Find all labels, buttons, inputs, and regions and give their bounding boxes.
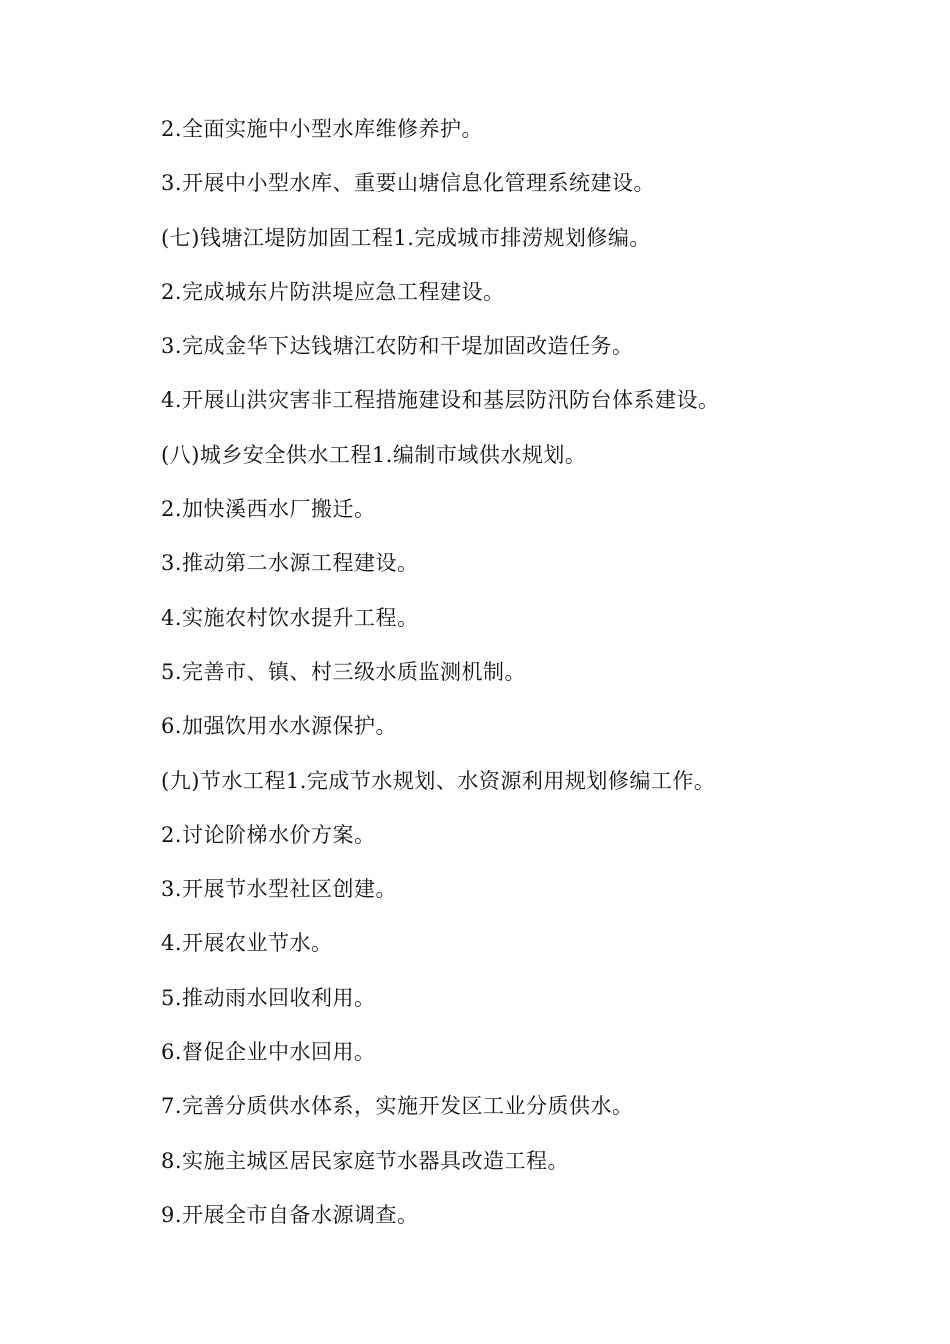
- text-line: 4.实施农村饮水提升工程。: [161, 605, 419, 630]
- text-line: 5.推动雨水回收利用。: [161, 985, 376, 1010]
- text-line: 3.开展中小型水库、重要山塘信息化管理系统建设。: [161, 171, 656, 196]
- text-line: 6.督促企业中水回用。: [161, 1040, 376, 1065]
- text-line: 2.完成城东片防洪堤应急工程建设。: [161, 279, 505, 304]
- text-line: 9.开展全市自备水源调查。: [161, 1202, 419, 1227]
- text-line: 4.开展山洪灾害非工程措施建设和基层防汛防台体系建设。: [161, 388, 720, 413]
- text-line: 5.完善市、镇、村三级水质监测机制。: [161, 659, 527, 684]
- text-line: 6.加强饮用水水源保护。: [161, 714, 398, 739]
- section-heading-line: (七)钱塘江堤防加固工程1.完成城市排涝规划修编。: [161, 225, 651, 250]
- document-body: [161, 113, 921, 1253]
- text-line: 8.实施主城区居民家庭节水器具改造工程。: [161, 1148, 570, 1173]
- text-line: 7.完善分质供水体系，实施开发区工业分质供水。: [161, 1094, 634, 1119]
- text-line: 3.开展节水型社区创建。: [161, 877, 398, 902]
- text-line: 2.讨论阶梯水价方案。: [161, 822, 376, 847]
- text-line: 2.全面实施中小型水库维修养护。: [161, 117, 484, 141]
- text-line: 4.开展农业节水。: [161, 931, 333, 956]
- section-heading-line: (八)城乡安全供水工程1.编制市域供水规划。: [161, 442, 587, 467]
- section-heading-line: (九)节水工程1.完成节水规划、水资源利用规划修编工作。: [161, 768, 716, 793]
- text-line: 2.加快溪西水厂搬迁。: [161, 497, 376, 522]
- text-line: 3.推动第二水源工程建设。: [161, 551, 419, 576]
- text-line: 3.完成金华下达钱塘江农防和干堤加固改造任务。: [161, 334, 634, 359]
